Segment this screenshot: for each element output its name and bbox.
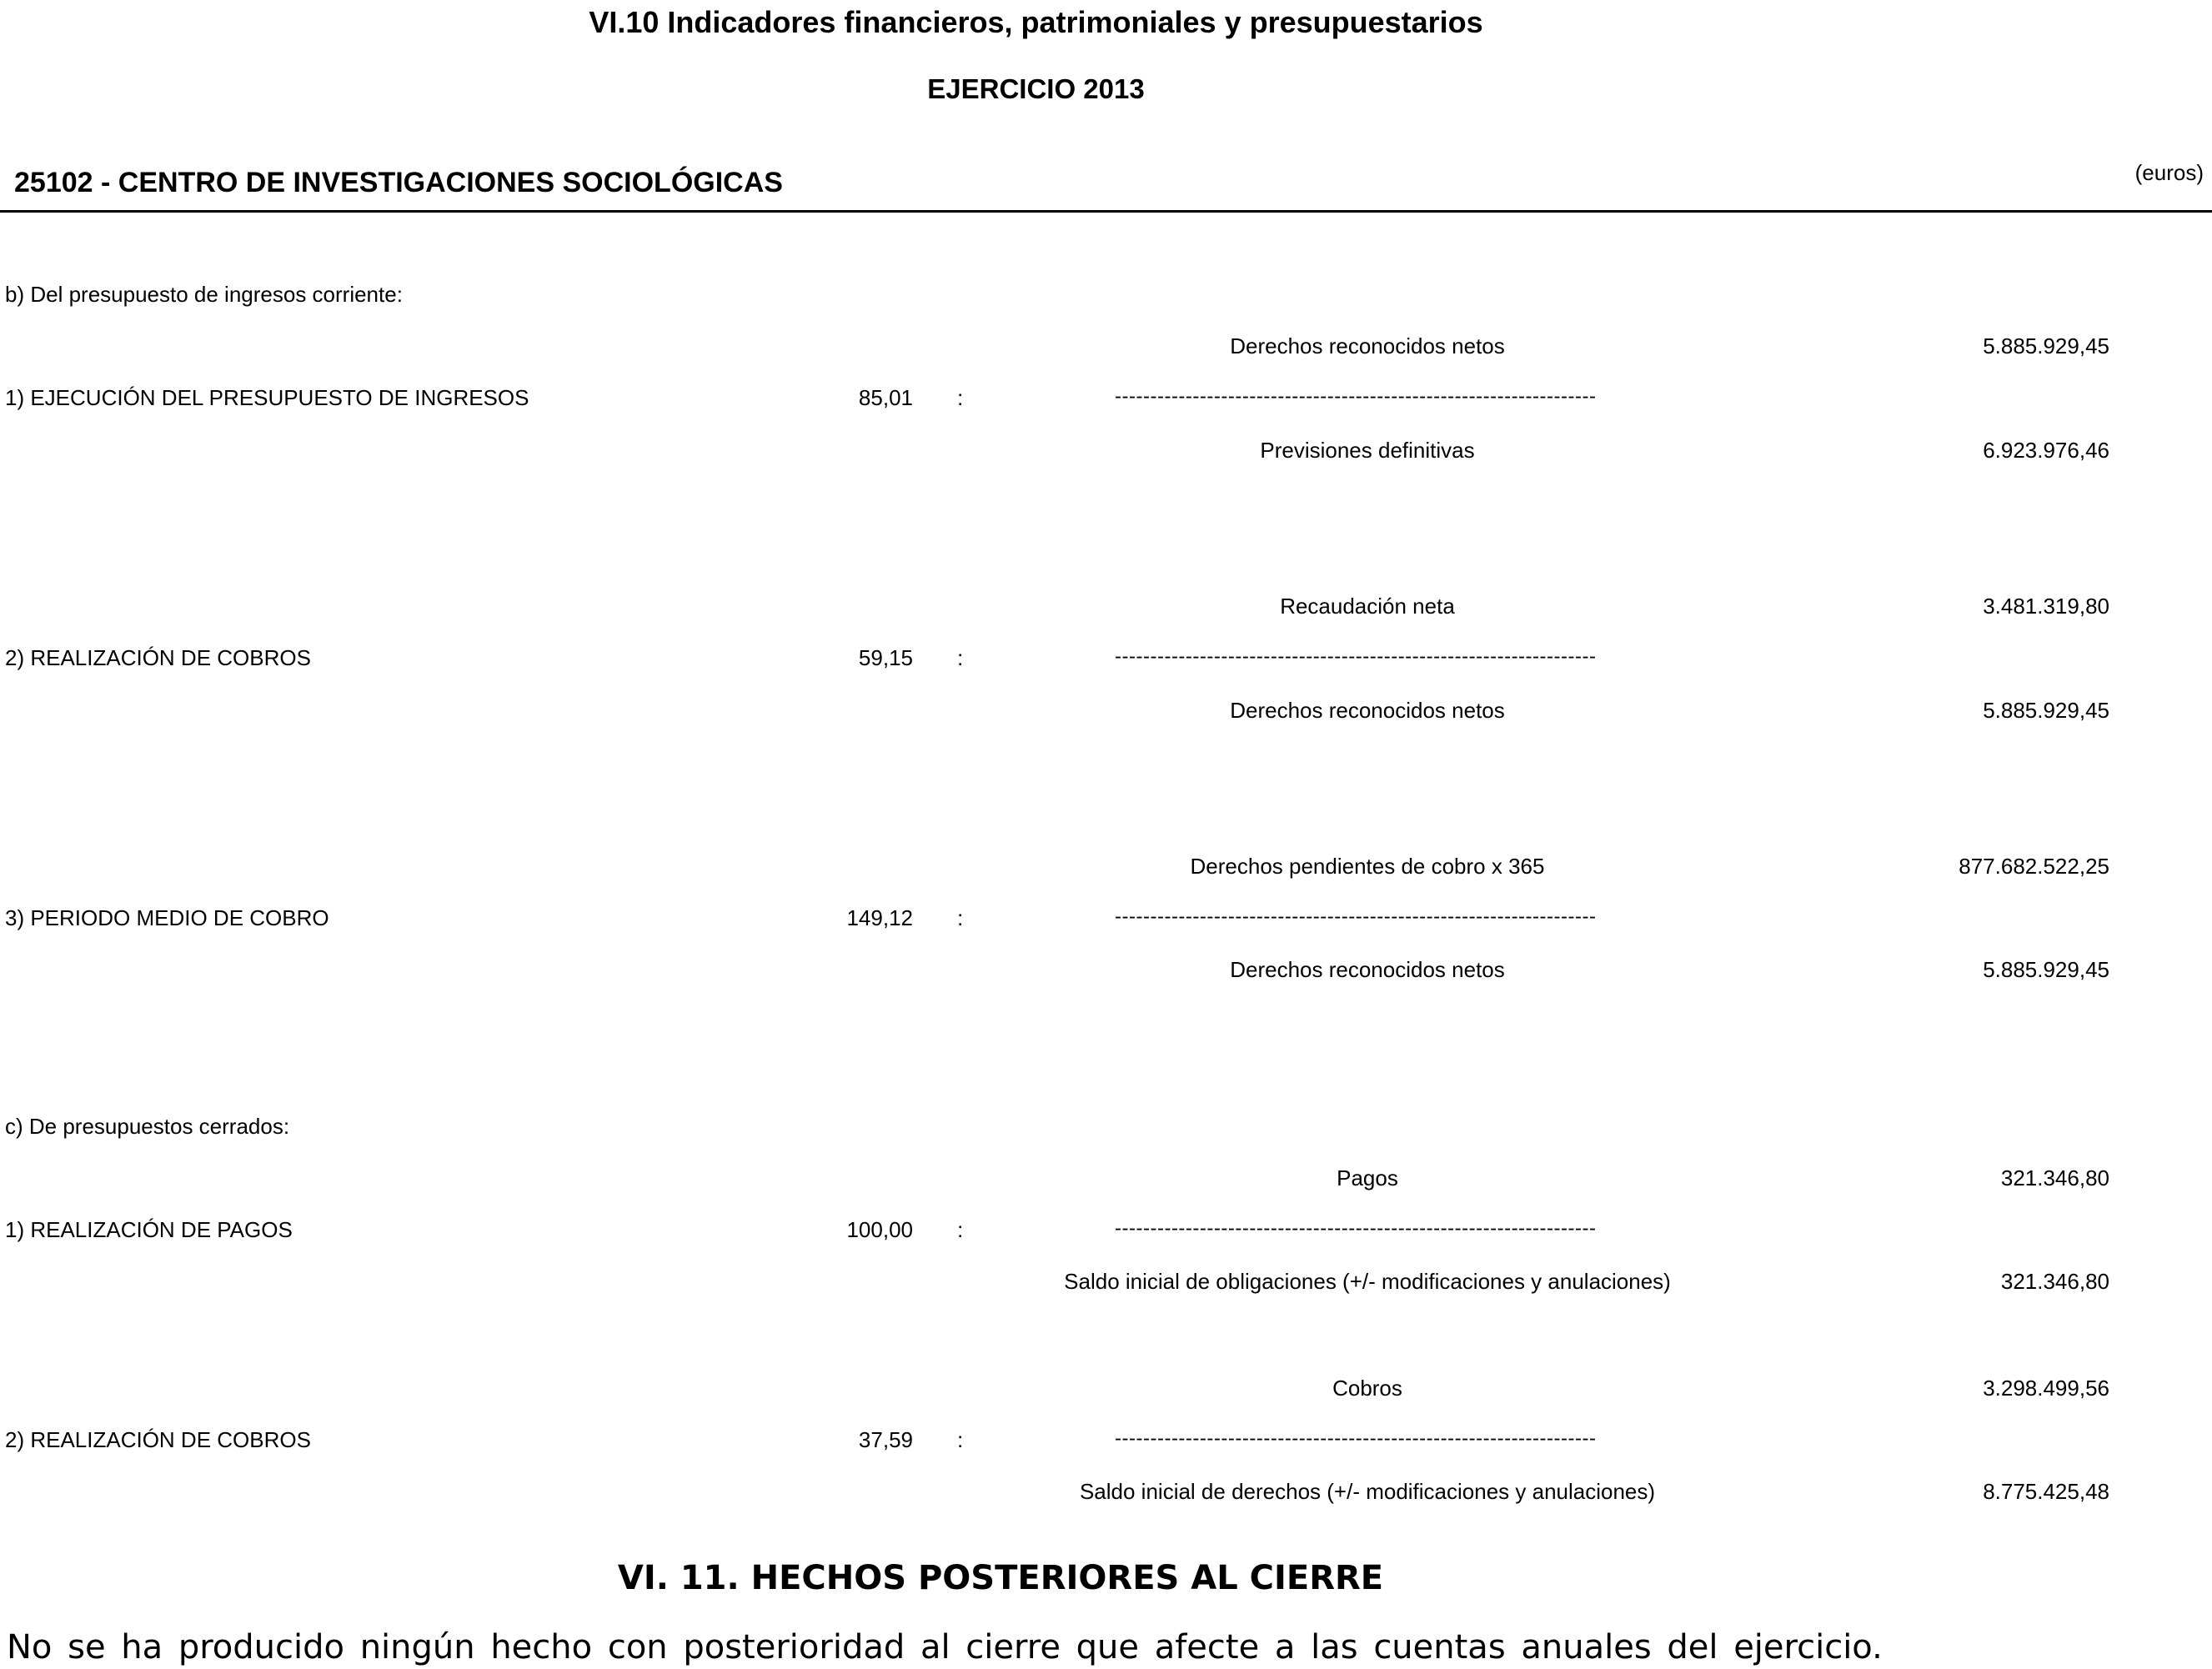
denominator-label: Saldo inicial de derechos (+/- modificaciones y anulaciones) bbox=[1079, 1479, 1656, 1504]
indicator-separator: : bbox=[957, 385, 964, 410]
indicator-separator: : bbox=[957, 1217, 964, 1242]
denominator-value: 8.775.425,48 bbox=[1983, 1479, 2109, 1504]
section-heading: c) De presupuestos cerrados: bbox=[5, 1114, 290, 1139]
indicator-separator: : bbox=[957, 645, 964, 670]
denominator-value: 321.346,80 bbox=[2000, 1269, 2109, 1294]
entity-name: 25102 - CENTRO DE INVESTIGACIONES SOCIOLÓGICAS bbox=[14, 167, 783, 198]
numerator-label: Cobros bbox=[1332, 1376, 1402, 1401]
fraction-rule: -------------------------------------------------------------------- bbox=[1115, 1427, 1597, 1450]
numerator-label: Recaudación neta bbox=[1280, 594, 1455, 619]
fraction-rule: -------------------------------------------------------------------- bbox=[1115, 385, 1597, 408]
section-heading: b) Del presupuesto de ingresos corriente: bbox=[5, 282, 403, 307]
subsequent-events-text: No se ha producido ningún hecho con posterioridad al cierre que afecte a las cuentas anuales del ejercicio. bbox=[7, 1628, 1883, 1666]
indicator-label: 1) REALIZACIÓN DE PAGOS bbox=[5, 1217, 293, 1242]
denominator-label: Derechos reconocidos netos bbox=[1230, 698, 1505, 723]
header-divider bbox=[0, 210, 2212, 213]
numerator-label: Pagos bbox=[1337, 1165, 1398, 1190]
indicator-value: 37,59 bbox=[858, 1427, 913, 1452]
subsequent-events-heading: VI. 11. HECHOS POSTERIORES AL CIERRE bbox=[617, 1559, 1384, 1597]
numerator-label: Derechos pendientes de cobro x 365 bbox=[1190, 854, 1545, 879]
numerator-value: 5.885.929,45 bbox=[1983, 333, 2109, 358]
indicator-value: 85,01 bbox=[858, 385, 913, 410]
fraction-rule: -------------------------------------------------------------------- bbox=[1115, 1217, 1597, 1240]
fraction-rule: -------------------------------------------------------------------- bbox=[1115, 645, 1597, 668]
denominator-label: Derechos reconocidos netos bbox=[1230, 957, 1505, 982]
denominator-value: 5.885.929,45 bbox=[1983, 698, 2109, 723]
denominator-value: 5.885.929,45 bbox=[1983, 957, 2109, 982]
numerator-value: 3.481.319,80 bbox=[1983, 594, 2109, 619]
indicator-label: 2) REALIZACIÓN DE COBROS bbox=[5, 1427, 311, 1452]
denominator-label: Saldo inicial de obligaciones (+/- modificaciones y anulaciones) bbox=[1064, 1269, 1671, 1294]
denominator-label: Previsiones definitivas bbox=[1260, 438, 1475, 463]
fiscal-year: EJERCICIO 2013 bbox=[927, 73, 1145, 104]
numerator-label: Derechos reconocidos netos bbox=[1230, 333, 1505, 358]
fraction-rule: -------------------------------------------------------------------- bbox=[1115, 905, 1597, 928]
indicator-label: 3) PERIODO MEDIO DE COBRO bbox=[5, 905, 329, 930]
units-label: (euros) bbox=[2134, 160, 2204, 185]
numerator-value: 321.346,80 bbox=[2000, 1165, 2109, 1190]
indicator-separator: : bbox=[957, 1427, 964, 1452]
denominator-value: 6.923.976,46 bbox=[1983, 438, 2109, 463]
indicator-value: 149,12 bbox=[846, 905, 913, 930]
page-title: VI.10 Indicadores financieros, patrimoniales y presupuestarios bbox=[589, 5, 1483, 39]
indicator-separator: : bbox=[957, 905, 964, 930]
numerator-value: 877.682.522,25 bbox=[1959, 854, 2109, 879]
indicator-label: 2) REALIZACIÓN DE COBROS bbox=[5, 645, 311, 670]
indicator-label: 1) EJECUCIÓN DEL PRESUPUESTO DE INGRESOS bbox=[5, 385, 529, 410]
numerator-value: 3.298.499,56 bbox=[1983, 1376, 2109, 1401]
indicator-value: 100,00 bbox=[846, 1217, 913, 1242]
indicator-value: 59,15 bbox=[858, 645, 913, 670]
